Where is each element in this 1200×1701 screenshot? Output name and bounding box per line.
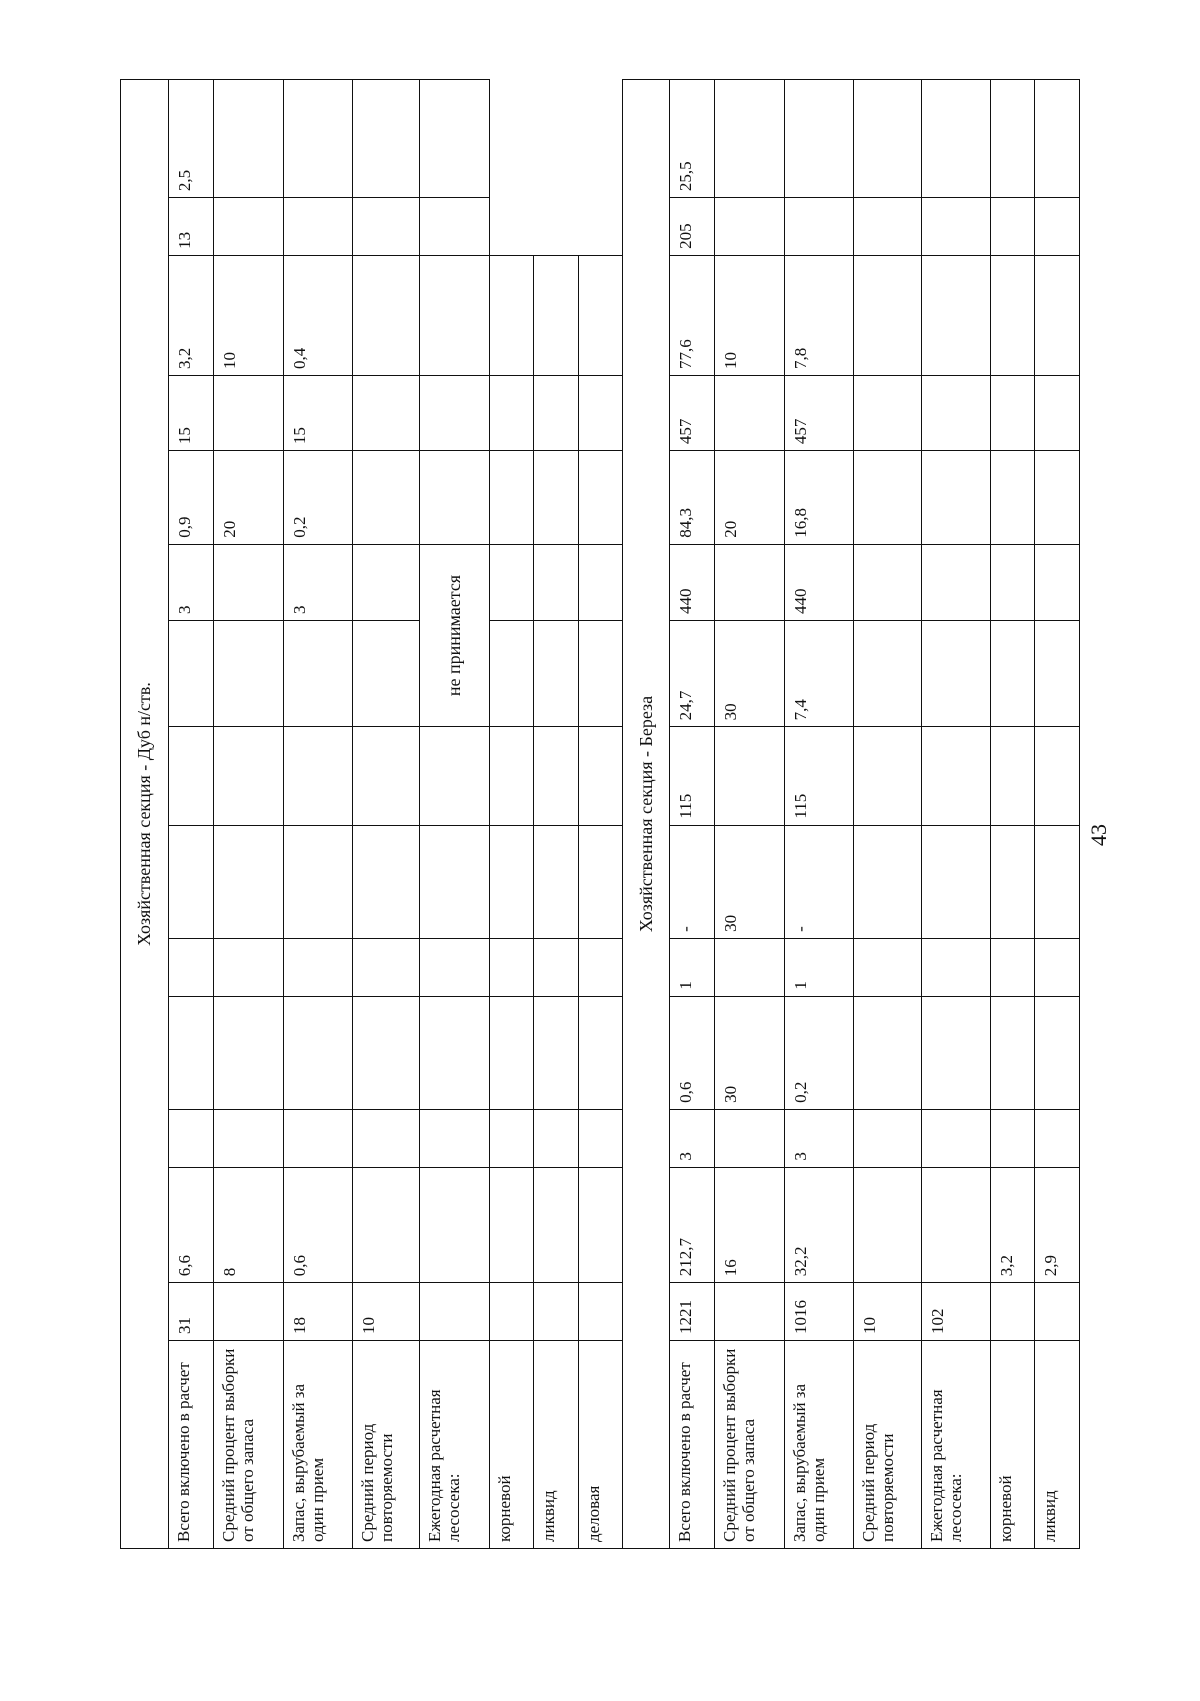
data-cell: 20 [214, 451, 283, 545]
data-cell [420, 938, 489, 996]
data-cell [1035, 938, 1080, 996]
data-cell [854, 451, 921, 545]
data-cell [283, 80, 352, 198]
data-cell [214, 727, 283, 825]
data-cell [283, 825, 352, 938]
data-cell [420, 727, 489, 825]
table-row [353, 80, 420, 1549]
data-cell [353, 255, 420, 375]
data-cell: - [669, 825, 715, 938]
row-label: ликвид [534, 1340, 578, 1548]
data-cell [715, 376, 784, 451]
data-cell: 0,2 [784, 996, 853, 1109]
data-cell: 32,2 [784, 1167, 853, 1283]
data-cell [854, 938, 921, 996]
data-cell [420, 376, 489, 451]
data-cell: 30 [715, 825, 784, 938]
data-cell [1035, 80, 1080, 198]
row-label: Средний процент выборки от общего запаса [715, 1340, 784, 1548]
data-cell: 440 [784, 544, 853, 620]
data-cell [578, 376, 622, 451]
data-cell [534, 255, 578, 375]
data-cell [353, 198, 420, 256]
data-cell [489, 544, 533, 620]
data-cell [168, 621, 214, 727]
data-cell [578, 938, 622, 996]
data-cell [1035, 727, 1080, 825]
data-cell [921, 198, 990, 256]
data-cell [534, 938, 578, 996]
table-row [854, 80, 921, 1549]
data-cell [784, 198, 853, 256]
data-cell [578, 1109, 622, 1167]
data-cell [534, 376, 578, 451]
data-cell [921, 544, 990, 620]
data-cell: 25,5 [669, 80, 715, 198]
data-cell [1035, 996, 1080, 1109]
data-cell: 0,9 [168, 451, 214, 545]
data-cell [489, 376, 533, 451]
data-cell [214, 198, 283, 256]
data-cell: 18 [283, 1283, 352, 1341]
merged-note: не принимается [420, 544, 489, 727]
data-cell [420, 255, 489, 375]
data-cell [534, 1283, 578, 1341]
data-cell: 10 [715, 255, 784, 375]
data-cell [715, 80, 784, 198]
table-row [921, 80, 990, 1549]
data-cell: 457 [669, 376, 715, 451]
data-cell [715, 544, 784, 620]
row-label: Запас, вырубаемый за один прием [283, 1340, 352, 1548]
data-cell [489, 1283, 533, 1341]
data-cell [854, 376, 921, 451]
data-cell [1035, 621, 1080, 727]
data-cell: 212,7 [669, 1167, 715, 1283]
rotated-page [120, 79, 1080, 1549]
data-cell [353, 825, 420, 938]
data-cell [715, 1283, 784, 1341]
data-cell [578, 1283, 622, 1341]
data-cell [990, 1109, 1034, 1167]
table-row [578, 80, 622, 1549]
data-cell [1035, 255, 1080, 375]
table-row [489, 80, 533, 1549]
row-label: корневой [489, 1340, 533, 1548]
data-cell [214, 938, 283, 996]
data-cell [353, 996, 420, 1109]
data-cell [578, 825, 622, 938]
data-cell: 7,4 [784, 621, 853, 727]
data-cell [168, 938, 214, 996]
data-cell [715, 198, 784, 256]
data-cell [1035, 451, 1080, 545]
data-cell [578, 1167, 622, 1283]
table-row [715, 80, 784, 1549]
data-cell [921, 621, 990, 727]
data-cell [214, 80, 283, 198]
table-row [420, 80, 489, 1549]
data-cell [578, 451, 622, 545]
data-cell [420, 1167, 489, 1283]
data-cell: - [784, 825, 853, 938]
data-cell [990, 825, 1034, 938]
data-cell: 0,6 [669, 996, 715, 1109]
data-cell: 84,3 [669, 451, 715, 545]
data-cell [578, 255, 622, 375]
data-cell [420, 1283, 489, 1341]
data-cell [489, 1109, 533, 1167]
data-cell [283, 1109, 352, 1167]
data-cell [990, 376, 1034, 451]
data-cell [854, 727, 921, 825]
data-cell: 31 [168, 1283, 214, 1341]
data-cell [353, 621, 420, 727]
data-cell [353, 938, 420, 996]
data-cell [854, 198, 921, 256]
data-cell [283, 727, 352, 825]
data-cell: 10 [353, 1283, 420, 1341]
data-cell [353, 1167, 420, 1283]
data-cell [534, 621, 578, 727]
row-label: Средний период повторяемости [854, 1340, 921, 1548]
row-label: Ежегодная расчетная лесосека: [420, 1340, 489, 1548]
data-cell [353, 451, 420, 545]
data-cell: 440 [669, 544, 715, 620]
data-cell [168, 996, 214, 1109]
row-label: корневой [990, 1340, 1034, 1548]
data-cell [1035, 1283, 1080, 1341]
data-cell [283, 621, 352, 727]
data-cell: 3,2 [990, 1167, 1034, 1283]
data-cell [1035, 376, 1080, 451]
data-cell [990, 198, 1034, 256]
data-cell [990, 938, 1034, 996]
data-cell [353, 1109, 420, 1167]
data-cell [534, 996, 578, 1109]
data-cell: 115 [784, 727, 853, 825]
data-cell [854, 996, 921, 1109]
data-cell: 3 [168, 544, 214, 620]
calculation-table [120, 79, 1080, 1549]
data-cell: 2,5 [168, 80, 214, 198]
data-cell: 10 [214, 255, 283, 375]
data-cell [534, 451, 578, 545]
table-row [168, 80, 214, 1549]
data-cell [921, 376, 990, 451]
data-cell [420, 1109, 489, 1167]
data-cell: 16,8 [784, 451, 853, 545]
data-cell [214, 621, 283, 727]
data-cell [214, 376, 283, 451]
data-cell [578, 621, 622, 727]
data-cell [1035, 825, 1080, 938]
data-cell [1035, 1109, 1080, 1167]
data-cell [353, 727, 420, 825]
data-cell: 2,9 [1035, 1167, 1080, 1283]
data-cell: 1 [669, 938, 715, 996]
data-cell [921, 825, 990, 938]
data-cell [715, 1109, 784, 1167]
data-cell [489, 996, 533, 1109]
data-cell [353, 544, 420, 620]
table-row [283, 80, 352, 1549]
data-cell: 205 [669, 198, 715, 256]
data-cell [578, 544, 622, 620]
data-cell [353, 80, 420, 198]
data-cell [489, 255, 533, 375]
data-cell [420, 451, 489, 545]
data-cell [489, 621, 533, 727]
data-cell [534, 1167, 578, 1283]
data-cell: 20 [715, 451, 784, 545]
data-cell: 24,7 [669, 621, 715, 727]
data-cell [921, 996, 990, 1109]
data-cell [534, 825, 578, 938]
data-cell [534, 1109, 578, 1167]
data-cell [784, 80, 853, 198]
row-label: Средний период повторяемости [353, 1340, 420, 1548]
data-cell [1035, 198, 1080, 256]
data-cell [534, 544, 578, 620]
data-cell [214, 825, 283, 938]
row-label: Запас, вырубаемый за один прием [784, 1340, 853, 1548]
data-cell [921, 938, 990, 996]
data-cell [420, 825, 489, 938]
data-cell: 8 [214, 1167, 283, 1283]
data-cell: 115 [669, 727, 715, 825]
data-cell [854, 255, 921, 375]
table-row [669, 80, 715, 1549]
section-title: Хозяйственная секция - Дуб н/ств. [121, 80, 169, 1549]
data-cell [921, 451, 990, 545]
data-cell [214, 1109, 283, 1167]
data-cell [420, 996, 489, 1109]
data-cell [990, 544, 1034, 620]
data-cell [534, 727, 578, 825]
data-cell [990, 451, 1034, 545]
data-cell [168, 727, 214, 825]
data-cell [990, 727, 1034, 825]
data-cell: 30 [715, 996, 784, 1109]
data-cell: 6,6 [168, 1167, 214, 1283]
data-cell: 457 [784, 376, 853, 451]
row-label: Всего включено в расчет [669, 1340, 715, 1548]
data-cell [489, 727, 533, 825]
data-cell [420, 198, 489, 256]
table-row [1035, 80, 1080, 1549]
data-cell: 3 [669, 1109, 715, 1167]
row-label: Ежегодная расчетная лесосека: [921, 1340, 990, 1548]
data-cell [489, 938, 533, 996]
data-cell [168, 825, 214, 938]
table-row [990, 80, 1034, 1549]
data-cell [990, 1283, 1034, 1341]
data-cell [921, 1167, 990, 1283]
row-label: Средний процент выборки от общего запаса [214, 1340, 283, 1548]
data-cell [214, 1283, 283, 1341]
data-cell [214, 996, 283, 1109]
data-cell: 102 [921, 1283, 990, 1341]
data-cell [489, 825, 533, 938]
data-cell [990, 80, 1034, 198]
data-cell [990, 255, 1034, 375]
data-cell [715, 727, 784, 825]
data-cell: 10 [854, 1283, 921, 1341]
data-cell: 7,8 [784, 255, 853, 375]
data-cell [921, 80, 990, 198]
data-cell [578, 727, 622, 825]
data-cell: 13 [168, 198, 214, 256]
data-cell: 77,6 [669, 255, 715, 375]
data-cell [854, 825, 921, 938]
data-cell: 16 [715, 1167, 784, 1283]
table-row [534, 80, 578, 1549]
data-cell [489, 451, 533, 545]
data-cell [854, 1167, 921, 1283]
data-cell: 15 [168, 376, 214, 451]
data-cell [854, 621, 921, 727]
data-cell [168, 1109, 214, 1167]
data-cell: 1221 [669, 1283, 715, 1341]
data-cell: 0,6 [283, 1167, 352, 1283]
row-label: деловая [578, 1340, 622, 1548]
data-cell: 3 [283, 544, 352, 620]
data-cell: 3 [784, 1109, 853, 1167]
data-cell [854, 80, 921, 198]
section-title: Хозяйственная секция - Береза [623, 80, 670, 1549]
data-cell [489, 1167, 533, 1283]
data-cell [420, 80, 489, 198]
table-row [784, 80, 853, 1549]
data-cell [353, 376, 420, 451]
data-cell [854, 1109, 921, 1167]
row-label: Всего включено в расчет [168, 1340, 214, 1548]
row-label: ликвид [1035, 1340, 1080, 1548]
data-cell [283, 996, 352, 1109]
data-cell [990, 996, 1034, 1109]
data-cell: 15 [283, 376, 352, 451]
data-cell: 1 [784, 938, 853, 996]
data-cell: 0,4 [283, 255, 352, 375]
data-cell: 1016 [784, 1283, 853, 1341]
data-cell [990, 621, 1034, 727]
data-cell: 3,2 [168, 255, 214, 375]
table-row [214, 80, 283, 1549]
data-cell [1035, 544, 1080, 620]
data-cell [921, 1109, 990, 1167]
data-cell: 0,2 [283, 451, 352, 545]
data-cell [921, 255, 990, 375]
data-cell [578, 996, 622, 1109]
page-number: 43 [1086, 824, 1111, 846]
data-cell [283, 198, 352, 256]
data-cell [283, 938, 352, 996]
data-cell: 30 [715, 621, 784, 727]
data-cell [921, 727, 990, 825]
data-cell [715, 938, 784, 996]
data-cell [854, 544, 921, 620]
data-cell [214, 544, 283, 620]
